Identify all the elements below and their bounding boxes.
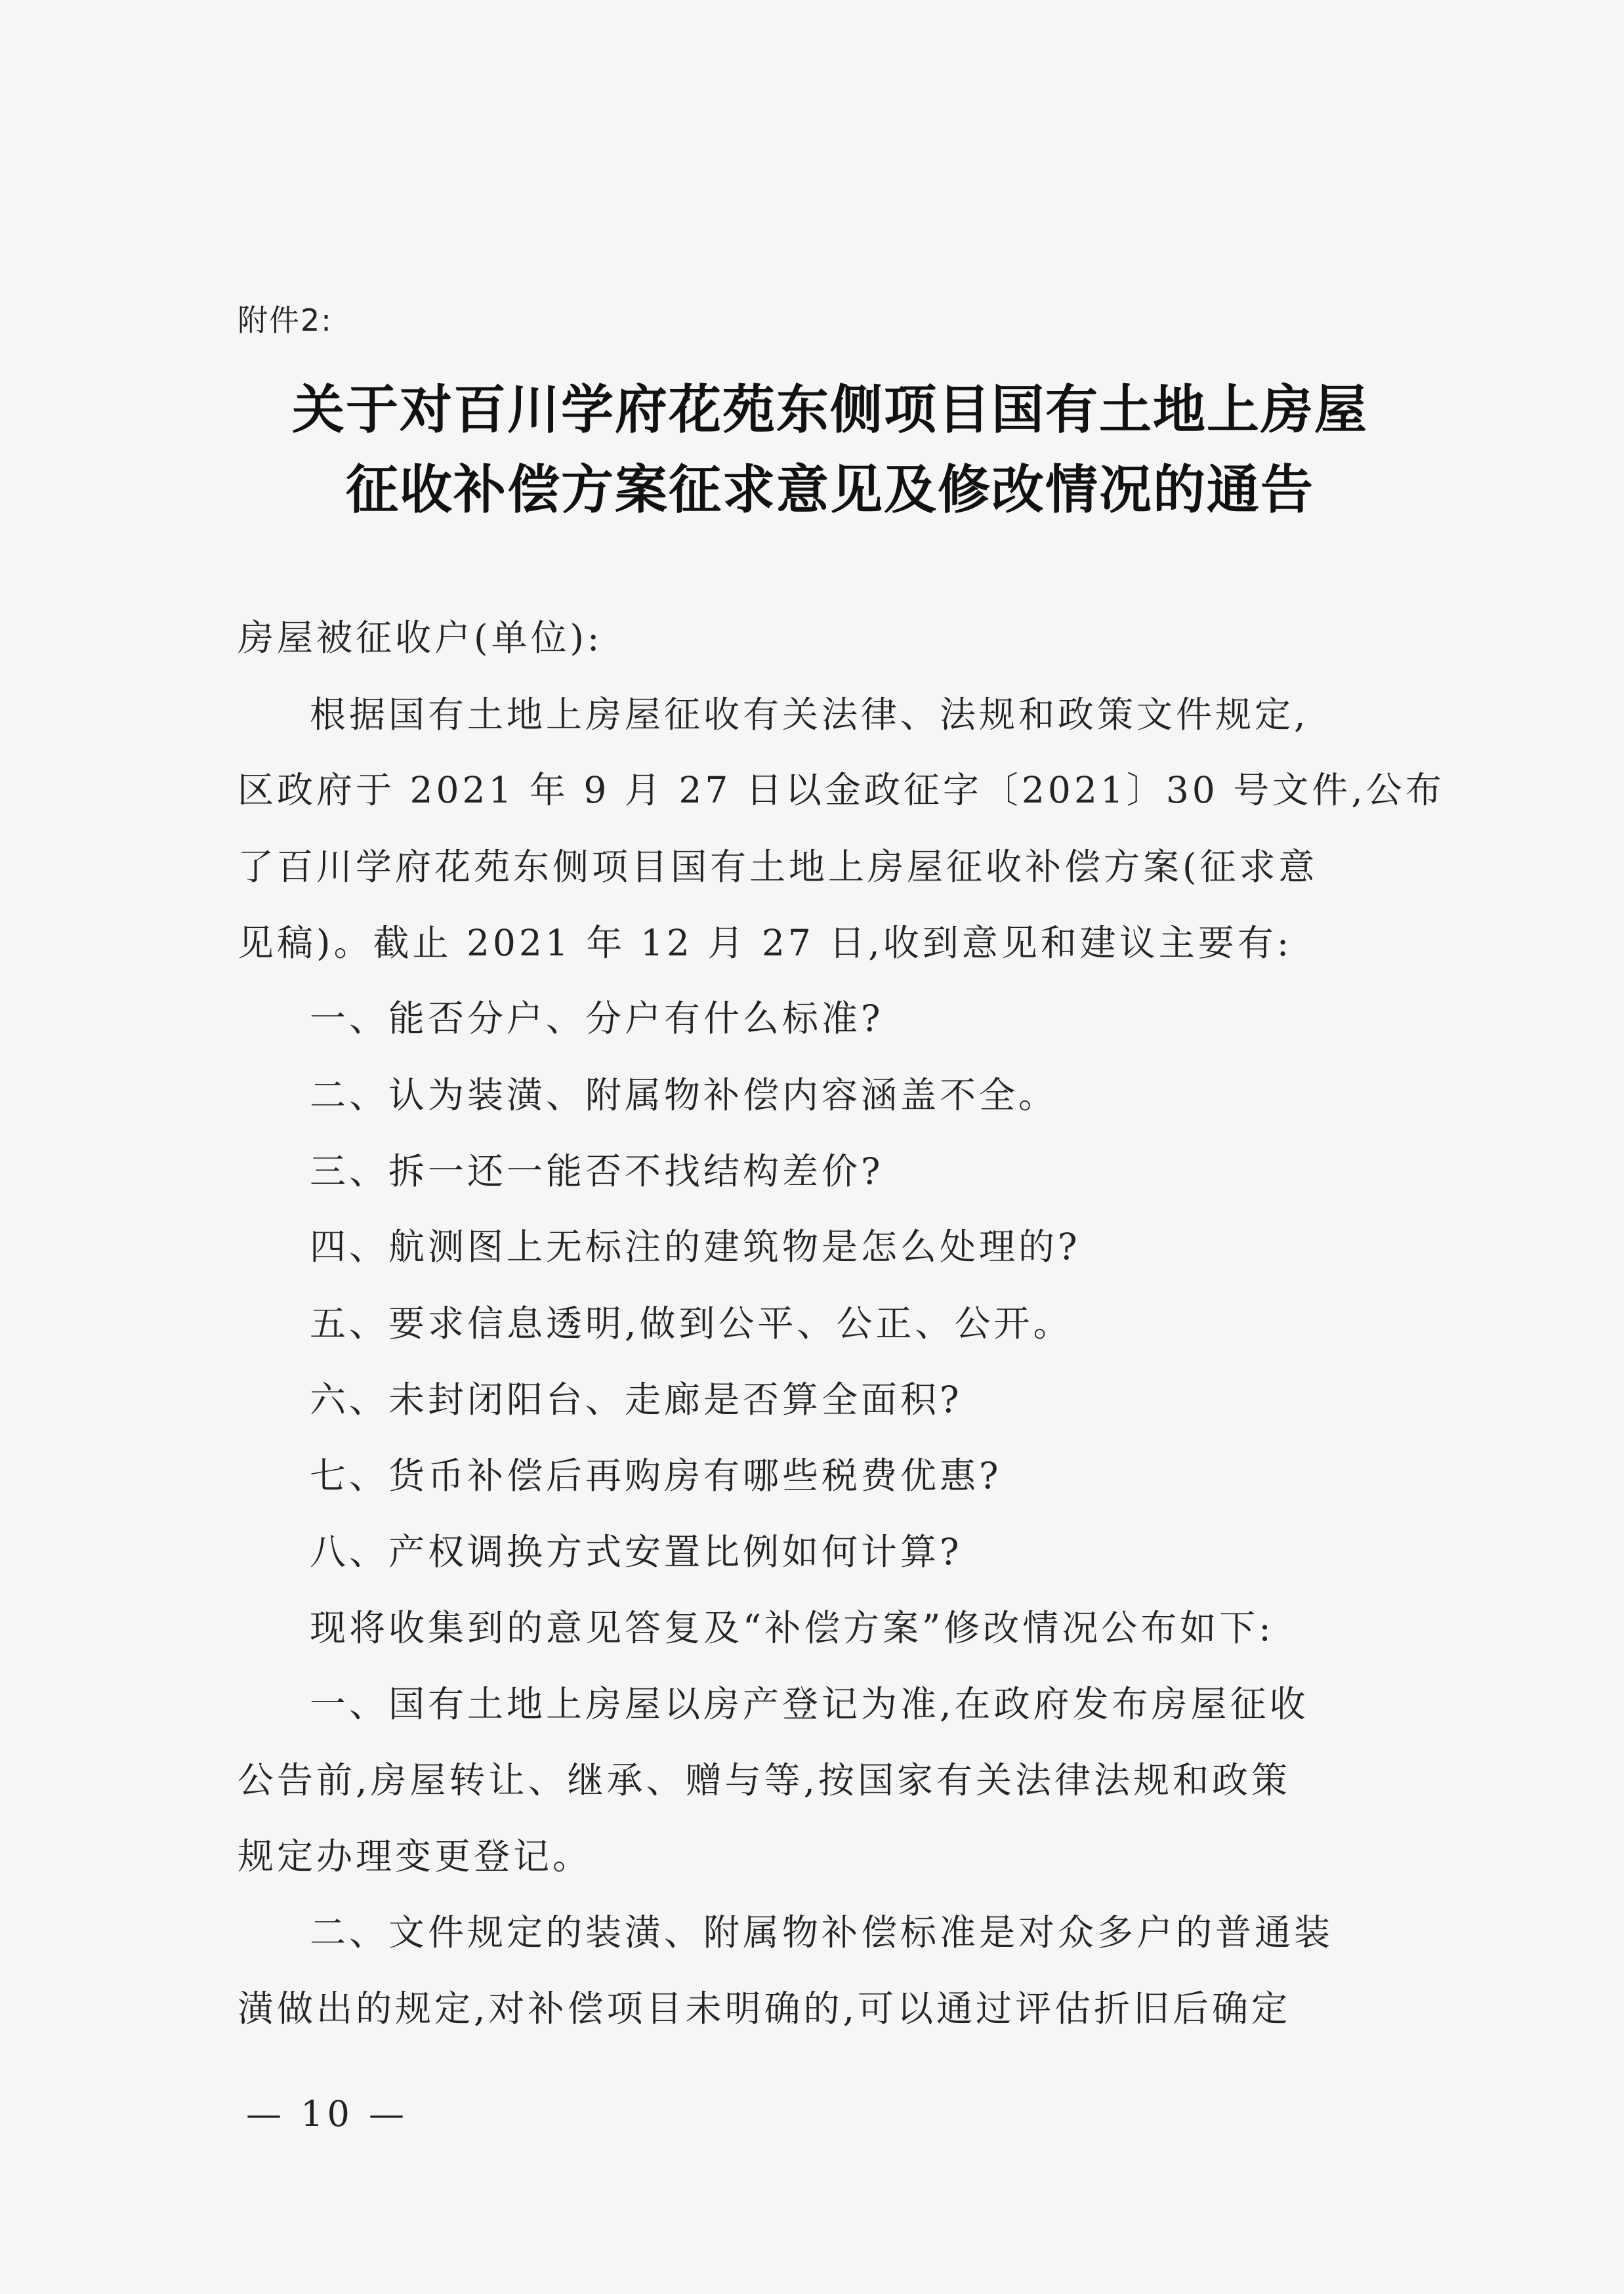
page-number: — 10 — — [246, 2093, 409, 2135]
body-line: 潢做出的规定,对补偿项目未明确的,可以通过评估折旧后确定 — [238, 1988, 1291, 2030]
body-line: 规定办理变更登记。 — [238, 1835, 593, 1877]
body-line: 区政府于 2021 年 9 月 27 日以金政征字〔2021〕30 号文件,公布 — [238, 769, 1445, 811]
list-item: 七、货币补偿后再购房有哪些税费优惠? — [310, 1455, 1002, 1497]
body-line: 见稿)。截止 2021 年 12 月 27 日,收到意见和建议主要有: — [238, 922, 1293, 964]
list-item: 三、拆一还一能否不找结构差价? — [310, 1150, 884, 1192]
list-item: 一、能否分户、分户有什么标准? — [310, 997, 884, 1039]
list-item: 二、认为装潢、附属物补偿内容涵盖不全。 — [310, 1074, 1058, 1116]
list-item: 六、未封闭阳台、走廊是否算全面积? — [310, 1379, 963, 1421]
body-line: 了百川学府花苑东侧项目国有土地上房屋征收补偿方案(征求意 — [238, 846, 1318, 888]
list-item: 四、航测图上无标注的建筑物是怎么处理的? — [310, 1226, 1081, 1268]
body-line: 二、文件规定的装潢、附属物补偿标准是对众多户的普通装 — [310, 1911, 1334, 1953]
body-line: 现将收集到的意见答复及“补偿方案”修改情况公布如下: — [310, 1607, 1274, 1649]
list-item: 五、要求信息透明,做到公平、公正、公开。 — [310, 1303, 1073, 1345]
title-line-1: 关于对百川学府花苑东侧项目国有土地上房屋 — [292, 379, 1368, 440]
body-line: 根据国有土地上房屋征收有关法律、法规和政策文件规定, — [310, 694, 1309, 736]
salutation: 房屋被征收户(单位): — [238, 617, 603, 659]
attachment-label: 附件2: — [238, 302, 333, 338]
title-line-2: 征收补偿方案征求意见及修改情况的通告 — [346, 459, 1314, 520]
body-line: 一、国有土地上房屋以房产登记为准,在政府发布房屋征收 — [310, 1683, 1309, 1725]
body-line: 公告前,房屋转让、继承、赠与等,按国家有关法律法规和政策 — [238, 1759, 1291, 1801]
list-item: 八、产权调换方式安置比例如何计算? — [310, 1531, 963, 1573]
